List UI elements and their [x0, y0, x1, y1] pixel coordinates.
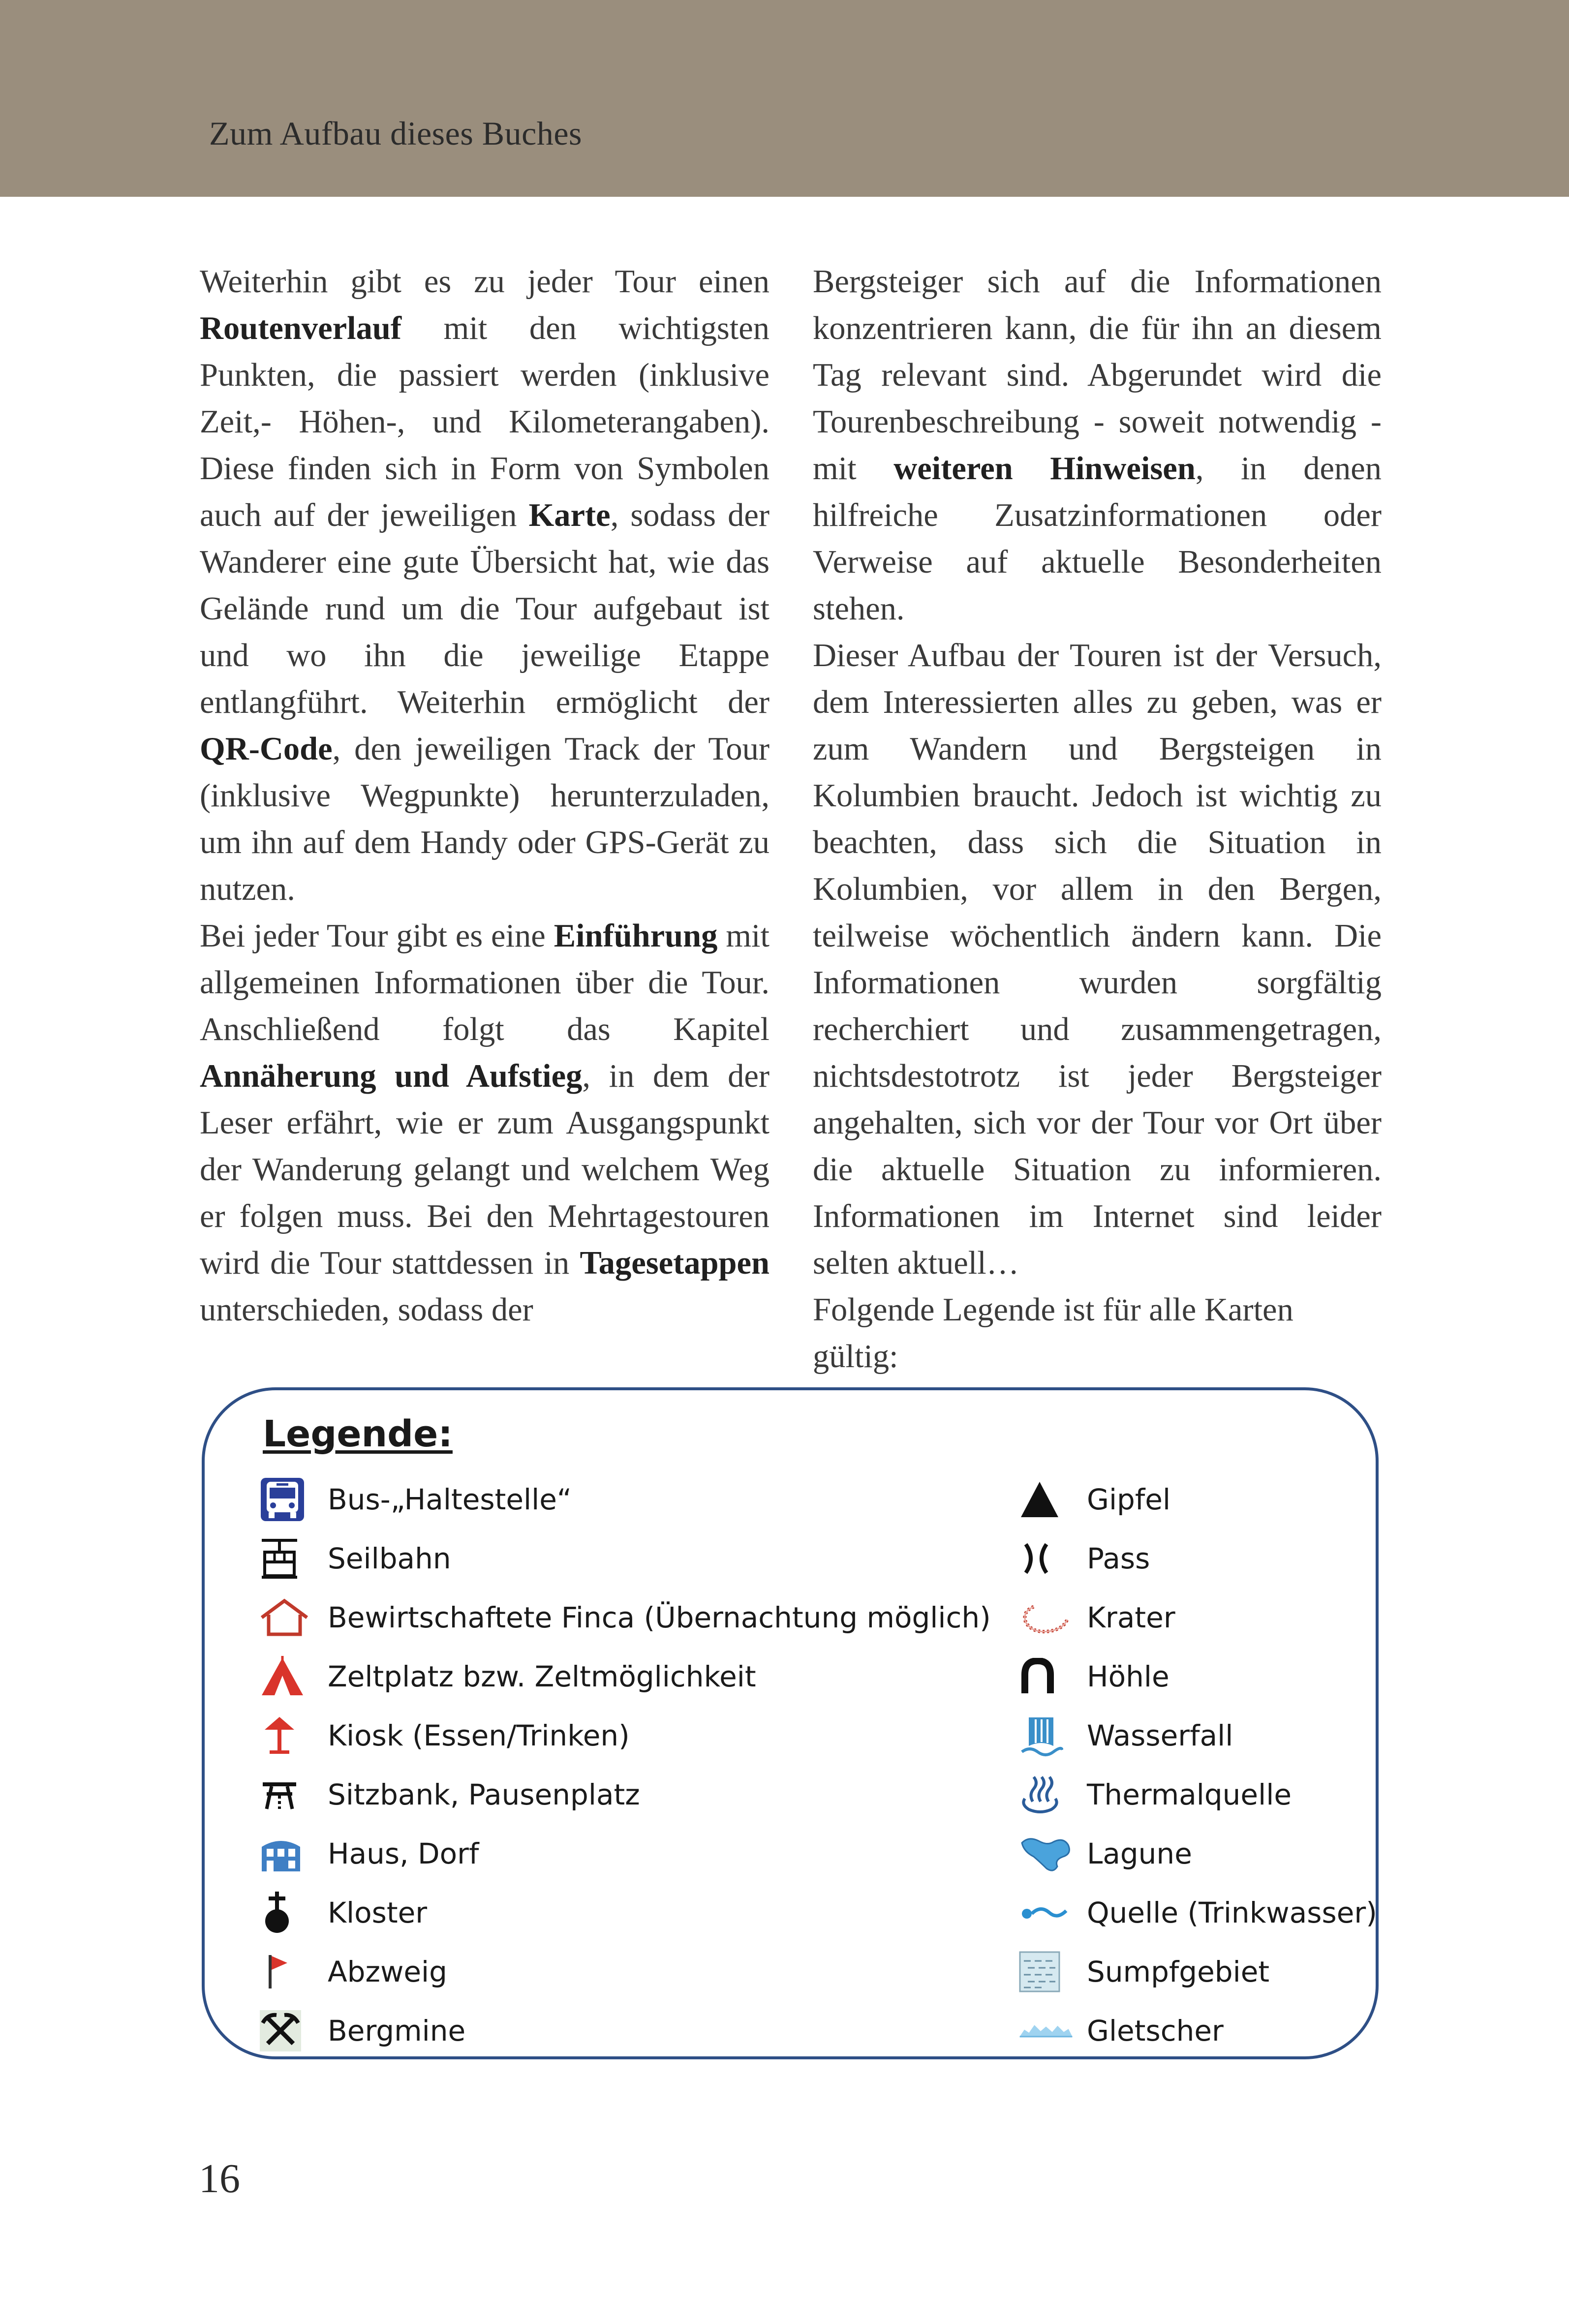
legend-item-mine	[260, 2001, 991, 2060]
bold-term: weiteren Hinweisen	[893, 451, 1196, 487]
cave-icon	[1019, 1652, 1073, 1701]
legend-label: Sitzbank, Pausenplatz	[328, 1778, 640, 1811]
page-number: 16	[199, 2156, 240, 2202]
text-run: Weiterhin gibt es zu jeder Tour einen	[200, 264, 769, 300]
left-paragraph-2	[200, 913, 769, 1333]
swamp-icon	[1019, 1947, 1073, 1996]
legend-item-spring	[1019, 1883, 1377, 1942]
legend-label: Gipfel	[1087, 1483, 1171, 1516]
legend-item-crater	[1019, 1588, 1377, 1647]
running-header-title: Zum Aufbau dieses Buches	[209, 115, 582, 152]
bold-term: Tagesetappen	[580, 1245, 769, 1281]
bold-term: Annäherung und Aufstieg	[200, 1058, 583, 1094]
lagoon-icon	[1019, 1829, 1073, 1878]
legend-item-pass	[1019, 1529, 1377, 1588]
crater-icon	[1019, 1593, 1073, 1642]
legend-label: Seilbahn	[328, 1542, 451, 1575]
legend-item-swamp	[1019, 1942, 1377, 2001]
bold-term: Routenverlauf	[200, 310, 402, 346]
text-run: Bei jeder Tour gibt es eine	[200, 918, 554, 954]
header-band	[0, 0, 1569, 197]
legend-item-bus-stop	[260, 1470, 991, 1529]
right-text-column	[813, 258, 1382, 1380]
legend-label: Bergmine	[328, 2014, 466, 2048]
text-run: , sodass der Wanderer eine gute Übersicht hat, wie das Gelände rund um die Tour aufgebaut ist und wo ihn die jeweilige Etappe entlangführt. Weiterhin ermöglicht der	[200, 497, 769, 720]
house-village-icon	[260, 1829, 314, 1878]
legend-item-house	[260, 1824, 991, 1883]
text-run: unterschieden, sodass der	[200, 1292, 533, 1328]
spring-icon	[1019, 1888, 1073, 1937]
legend-item-cave	[1019, 1647, 1377, 1706]
monastery-icon	[260, 1888, 314, 1937]
pass-icon	[1019, 1534, 1073, 1583]
legend-item-hot-spring	[1019, 1765, 1377, 1824]
legend-item-lagoon	[1019, 1824, 1377, 1883]
text-run: Bergsteiger sich auf die Informationen konzentrieren kann, die für ihn an diesem Tag relevant sind. Abgerundet wird die Tourenbeschreibung - soweit notwendig - mit	[813, 264, 1382, 487]
bold-term: Karte	[528, 497, 611, 533]
summit-icon	[1019, 1475, 1073, 1524]
legend-label: Krater	[1087, 1601, 1175, 1634]
left-text-column	[200, 258, 769, 1333]
legend-label: Gletscher	[1087, 2014, 1224, 2048]
legend-item-summit	[1019, 1470, 1377, 1529]
legend-item-monastery	[260, 1883, 991, 1942]
legend-label: Sumpfgebiet	[1087, 1955, 1270, 1988]
legend-label: Quelle (Trinkwasser)	[1087, 1896, 1377, 1929]
waterfall-icon	[1019, 1711, 1073, 1760]
legend-label: Bewirtschaftete Finca (Übernachtung möglich)	[328, 1601, 991, 1634]
legend-title: Legende:	[263, 1413, 453, 1455]
legend-label: Kiosk (Essen/Trinken)	[328, 1719, 630, 1752]
legend-right-column	[1019, 1470, 1377, 2060]
legend-item-waterfall	[1019, 1706, 1377, 1765]
legend-label: Haus, Dorf	[328, 1837, 479, 1870]
legend-label: Wasserfall	[1087, 1719, 1233, 1752]
legend-item-junction	[260, 1942, 991, 2001]
legend-label: Lagune	[1087, 1837, 1192, 1870]
bench-icon	[260, 1770, 314, 1819]
bus-stop-icon	[260, 1475, 314, 1524]
mine-icon	[260, 2006, 314, 2055]
glacier-icon	[1019, 2006, 1073, 2055]
legend-item-cable-car	[260, 1529, 991, 1588]
legend-item-finca	[260, 1588, 991, 1647]
legend-left-column	[260, 1470, 991, 2060]
text-run: , in dem der Leser erfährt, wie er zum Ausgangspunkt der Wanderung gelangt und welchem Weg er folgen muss. Bei den Mehrtagestouren wird die Tour stattdessen in	[200, 1058, 769, 1281]
text-run: , den jeweiligen Track der Tour (inklusive Wegpunkte) herunterzuladen, um ihn auf dem Handy oder GPS-Gerät zu nutzen.	[200, 731, 769, 907]
bold-term: QR-Code	[200, 731, 333, 767]
text-run: , in denen hilfreiche Zusatzinformationen oder Verweise auf aktuelle Besonderheiten stehen.	[813, 451, 1382, 627]
left-paragraph-1	[200, 258, 769, 913]
legend-item-tent	[260, 1647, 991, 1706]
legend-item-bench	[260, 1765, 991, 1824]
legend-label: Thermalquelle	[1087, 1778, 1292, 1811]
finca-house-icon	[260, 1593, 314, 1642]
map-legend-box	[202, 1387, 1379, 2059]
right-paragraph-2: Dieser Aufbau der Touren ist der Versuch, dem Interessierten alles zu geben, was er zum Wandern und Bergsteigen in Kolumbien braucht. Jedoch ist wichtig zu beachten, dass sich die Situation in Kolumbien, vor allem in den Bergen, teilweise wöchentlich ändern kann. Die Informationen wurden sorgfältig recherchiert und zusammengetragen, nichtsdestotrotz ist jeder Bergsteiger angehalten, sich vor der Tour vor Ort über die aktuelle Situation zu informieren. Informationen im Internet sind leider selten aktuell…	[813, 638, 1382, 1281]
legend-label: Kloster	[328, 1896, 428, 1929]
legend-item-kiosk	[260, 1706, 991, 1765]
cable-car-icon	[260, 1534, 314, 1583]
kiosk-icon	[260, 1711, 314, 1760]
legend-label: Zeltplatz bzw. Zeltmöglichkeit	[328, 1660, 756, 1693]
legend-item-glacier	[1019, 2001, 1377, 2060]
legend-label: Bus-„Haltestelle“	[328, 1483, 572, 1516]
tent-icon	[260, 1652, 314, 1701]
hot-spring-icon	[1019, 1770, 1073, 1819]
right-paragraph-1	[813, 258, 1382, 632]
text-run: mit allgemeinen Informationen über die Tour. Anschließend folgt das Kapitel	[200, 918, 769, 1047]
text-run: mit den wichtigsten Punkten, die passiert werden (inklusive Zeit,- Höhen-, und Kilometerangaben). Diese finden sich in Form von Symbolen auch auf der jeweiligen	[200, 310, 769, 533]
bold-term: Einführung	[554, 918, 718, 954]
legend-label: Pass	[1087, 1542, 1150, 1575]
legend-label: Abzweig	[328, 1955, 447, 1988]
right-paragraph-3: Folgende Legende ist für alle Karten gültig:	[813, 1292, 1293, 1375]
junction-flag-icon	[260, 1947, 314, 1996]
legend-label: Höhle	[1087, 1660, 1169, 1693]
